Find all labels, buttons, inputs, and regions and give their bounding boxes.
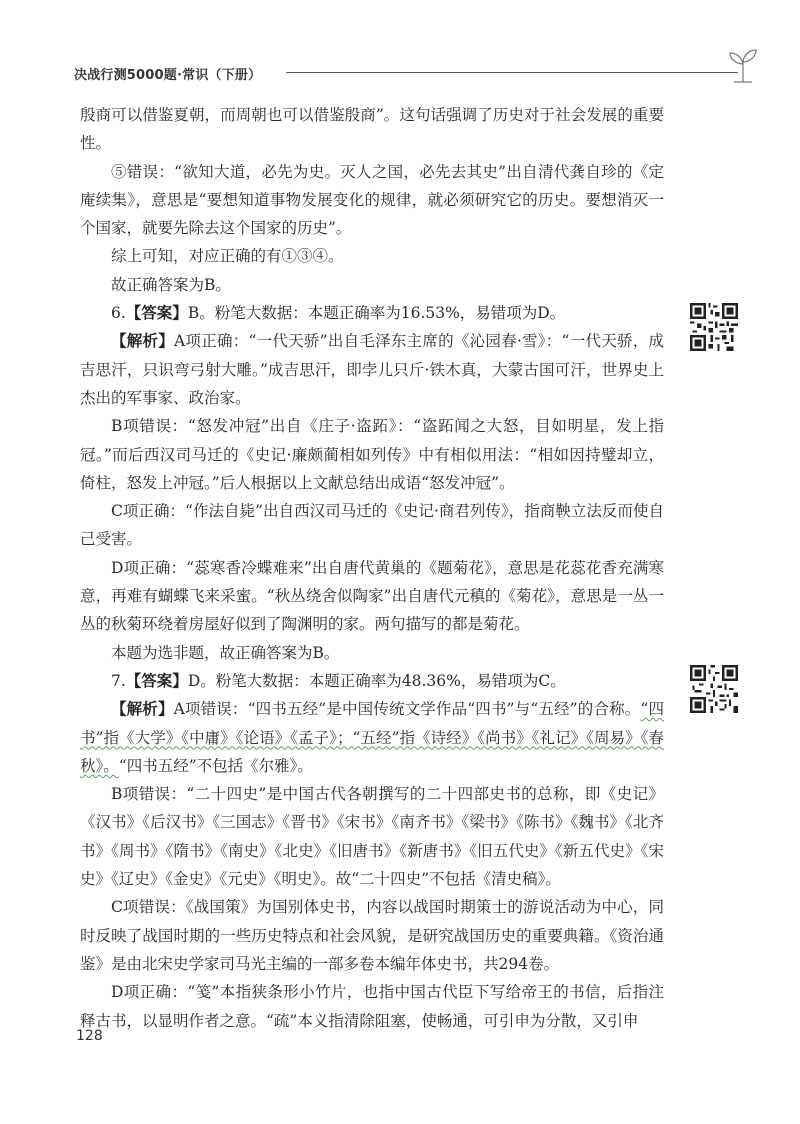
paragraph-6b: B项错误：“怒发冲冠”出自《庄子·盗跖》：“盗跖闻之大怒，目如明星，发上指冠。”而后西汉司马迁的《史记·廉颇蔺相如列传》中有相似用法：“相如因持璧却立，倚柱，怒发上冲冠。”后人根据以上文献总结出成语“怒发冲冠”。 [80, 417, 664, 492]
question-number: 6. [111, 304, 126, 323]
question-number: 7. [111, 671, 126, 690]
paragraph-7c: C项错误：《战国策》为国别体史书，内容以战国时期策士的游说活动为中心，同时反映了战国时期的一些历史特点和社会风貌，是研究战国历史的重要典籍。《资治通鉴》是由北宋史学家司马光主编的一部多卷本编年体史书，共294卷。 [80, 898, 664, 973]
paragraph-6c: C项正确：“作法自毙”出自西汉司马迁的《史记·商君列传》，指商鞅立法反而使自己受害。 [80, 502, 664, 549]
paragraph-2: ⑤错误：“欲知大道，必先为史。灭人之国，必先去其史”出自清代龚自珍的《定庵续集》，意思是“要想知道事物发展变化的规律，就必须研究它的历史。要想消灭一个国家，就要先除去这个国家的历史”。 [80, 162, 664, 238]
answer-6 [80, 299, 664, 327]
analysis-7 [80, 695, 664, 780]
running-header [74, 60, 760, 86]
paragraph-4: 故正确答案为B。 [111, 275, 231, 294]
analysis-tag: 【解析】 [111, 699, 174, 719]
wavy-underlined-text: “四书”指《大学》《中庸》《论语》《孟子》；“五经”指《诗经》《尚书》《礼记》《周易》《春秋》。 [80, 700, 664, 775]
paragraph-1: 殷商可以借鉴夏朝，而周朝也可以借鉴殷商”。这句话强调了历史对于社会发展的重要性。 [80, 106, 664, 153]
answer-tag: 【答案】 [125, 303, 188, 323]
answer-text: D。粉笔大数据：本题正确率为48.36%，易错项为C。 [187, 671, 566, 690]
analysis-tail: “四书五经”不包括《尔雅》。 [118, 756, 313, 775]
analysis-tag: 【解析】 [111, 331, 175, 351]
paragraph-6d: D项正确：“蕊寒香冷蝶难来”出自唐代黄巢的《题菊花》，意思是花蕊花香充满寒意，再难有蝴蝶飞来采蜜。“秋丛绕舍似陶家”出自唐代元稹的《菊花》，意思是一丛一丛的秋菊环绕着房屋好似到了陶渊明的家。两句描写的都是菊花。 [80, 558, 664, 634]
answer-tag: 【答案】 [125, 670, 188, 690]
page-number: 128 [76, 1028, 103, 1044]
page-content [80, 101, 664, 1035]
sprout-icon [726, 44, 760, 84]
answer-text: B。粉笔大数据：本题正确率为16.53%，易错项为D。 [187, 304, 566, 323]
book-title: 决战行测5000题·常识（下册） [74, 68, 262, 83]
analysis-text: A项错误：“四书五经”是中国传统文学作品“四书”与“五经”的合称。 [173, 700, 641, 719]
paragraph-6-conclusion: 本题为选非题，故正确答案为B。 [111, 643, 340, 662]
header-rule [286, 72, 738, 73]
qr-code-question-7[interactable] [690, 665, 738, 713]
paragraph-7b: B项错误：“二十四史”是中国古代各朝撰写的二十四部史书的总称，即《史记》《汉书》《后汉书》《三国志》《晋书》《宋书》《南齐书》《梁书》《陈书》《魏书》《北齐书》《周书》《隋书》《南史》《北史》《旧唐书》《新唐书》《旧五代史》《新五代史》《宋史》《辽史》《金史》《元史》《明史》。故“二十四史”不包括《清史稿》。 [80, 785, 664, 889]
analysis-text: A项正确：“一代天骄”出自毛泽东主席的《沁园春·雪》：“一代天骄，成吉思汗，只识弯弓射大雕。”成吉思汗，即孛儿只斤·铁木真，大蒙古国可汗，世界史上杰出的军事家、政治家。 [80, 332, 664, 407]
answer-7 [80, 667, 664, 695]
analysis-6 [80, 327, 664, 412]
paragraph-7d: D项正确：“笺”本指狭条形小竹片，也指中国古代臣下写给帝王的书信，后指注释古书，以显明作者之意。“疏”本义指清除阻塞，使畅通，可引申为分散，又引申 [80, 983, 664, 1030]
qr-code-question-6[interactable] [690, 303, 738, 351]
paragraph-3: 综上可知，对应正确的有①③④。 [111, 247, 344, 266]
